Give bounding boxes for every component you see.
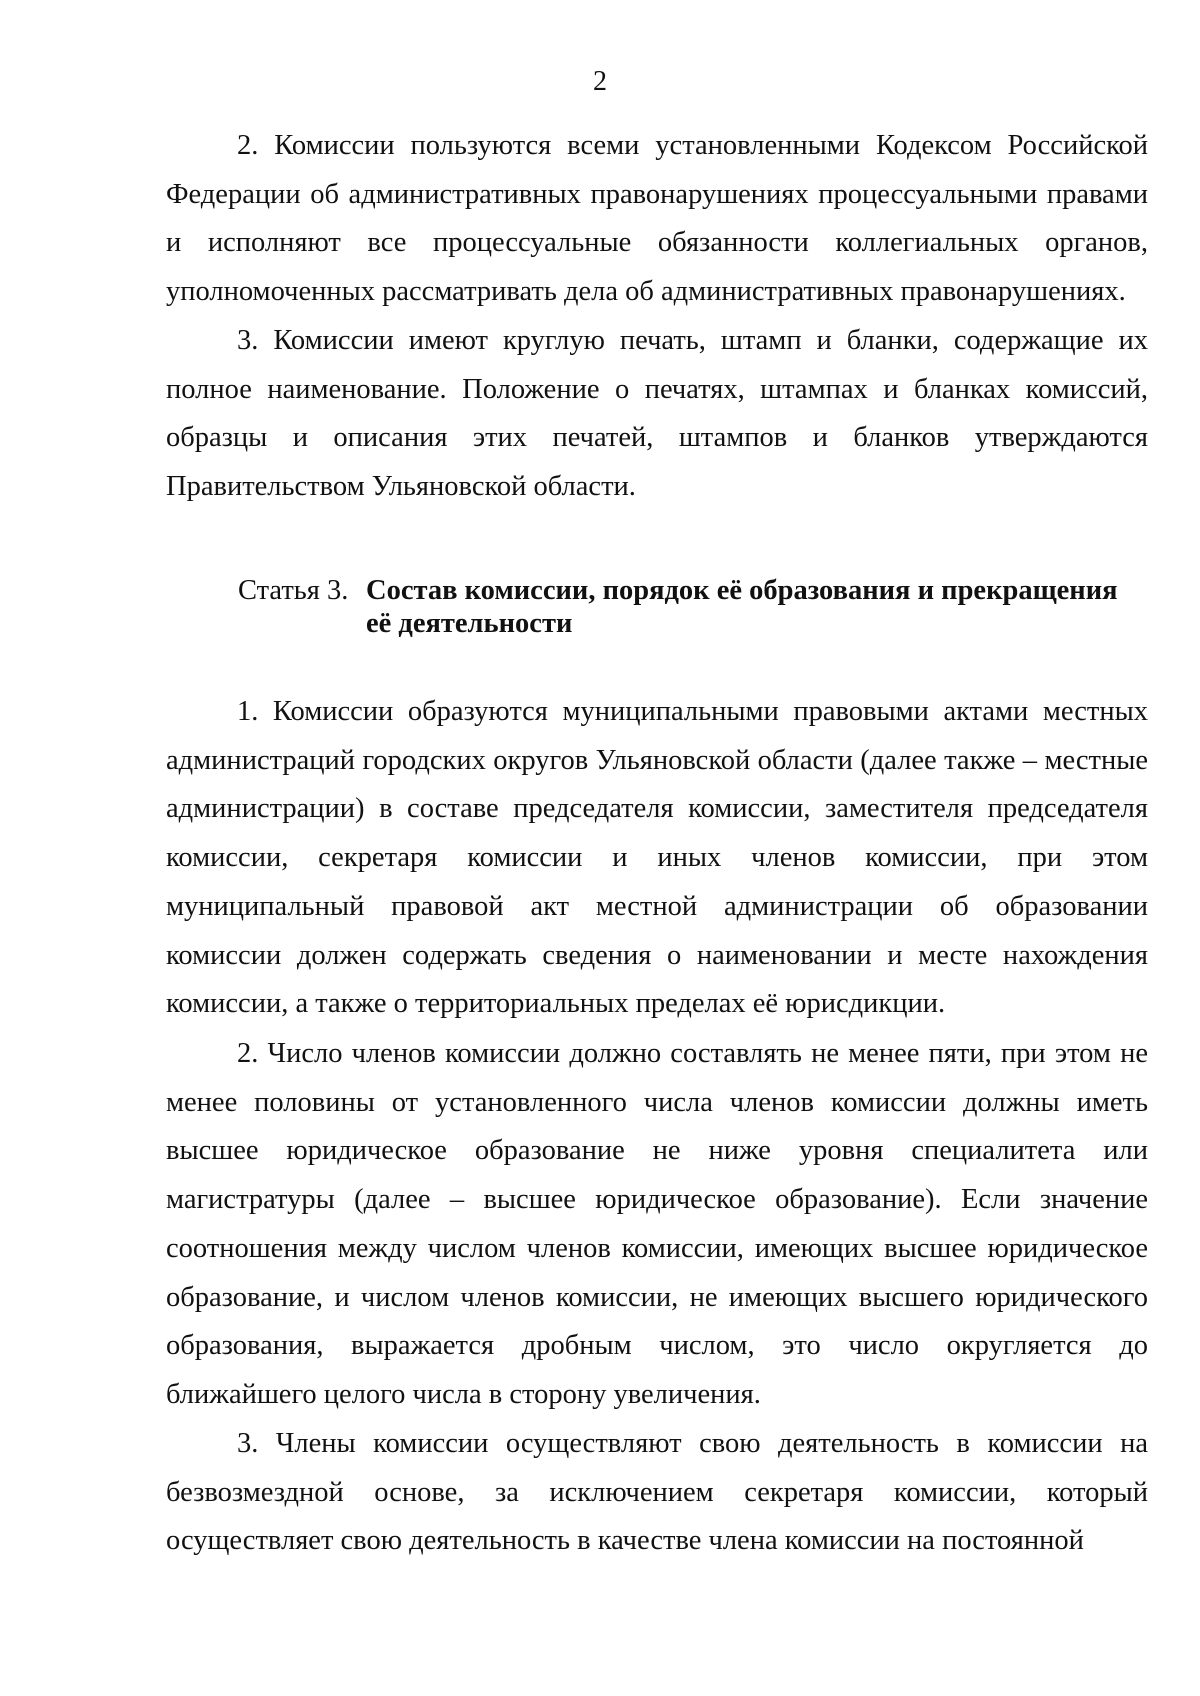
paragraph-2-commission-rights: 2. Комиссии пользуются всеми установленными Кодексом Российской Федерации об административных правонарушениях процессуальными правами и исполняют все процессуальные обязанности коллегиальных органов, уполномоченных рассматривать дела об административных правонарушениях. xyxy=(166,130,1148,308)
paragraph-1-commission-formation: 1. Комиссии образуются муниципальными правовыми актами местных администраций городских округов Ульяновской области (далее также – местные администрации) в составе председателя комиссии, заместителя председателя комиссии, секретаря комиссии и иных членов комиссии, при этом муниципальный правовой акт местной администрации об образовании комиссии должен содержать сведения о наименовании и месте нахождения комиссии, а также о территориальных пределах её юрисдикции. xyxy=(166,696,1148,1020)
page-number: 2 xyxy=(593,66,607,97)
article-label: Статья 3. xyxy=(238,575,349,606)
paragraph-3-commission-seal: 3. Комиссии имеют круглую печать, штамп и бланки, содержащие их полное наименование. Положение о печатях, штампах и бланках комиссий, образцы и описания этих печатей, штампов и бланков утверждаются Правительством Ульяновской области. xyxy=(166,325,1148,503)
paragraph-2-member-count: 2. Число членов комиссии должно составлять не менее пяти, при этом не менее половины от установленного числа членов комиссии должны иметь высшее юридическое образование не ниже уровня специалитета или магистратуры (далее – высшее юридическое образование). Если значение соотношения между числом членов комиссии, имеющих высшее юридическое образование, и числом членов комиссии, не имеющих высшего юридического образования, выражается дробным числом, это число округляется до ближайшего целого числа в сторону увеличения. xyxy=(166,1038,1148,1410)
article-title: Состав комиссии, порядок её образования и прекращения её деятельности xyxy=(366,575,1118,639)
paragraph-3-member-activity: 3. Члены комиссии осуществляют свою деятельность в комиссии на безвозмездной основе, за исключением секретаря комиссии, который осуществляет свою деятельность в качестве члена комиссии на постоянной xyxy=(166,1428,1148,1557)
